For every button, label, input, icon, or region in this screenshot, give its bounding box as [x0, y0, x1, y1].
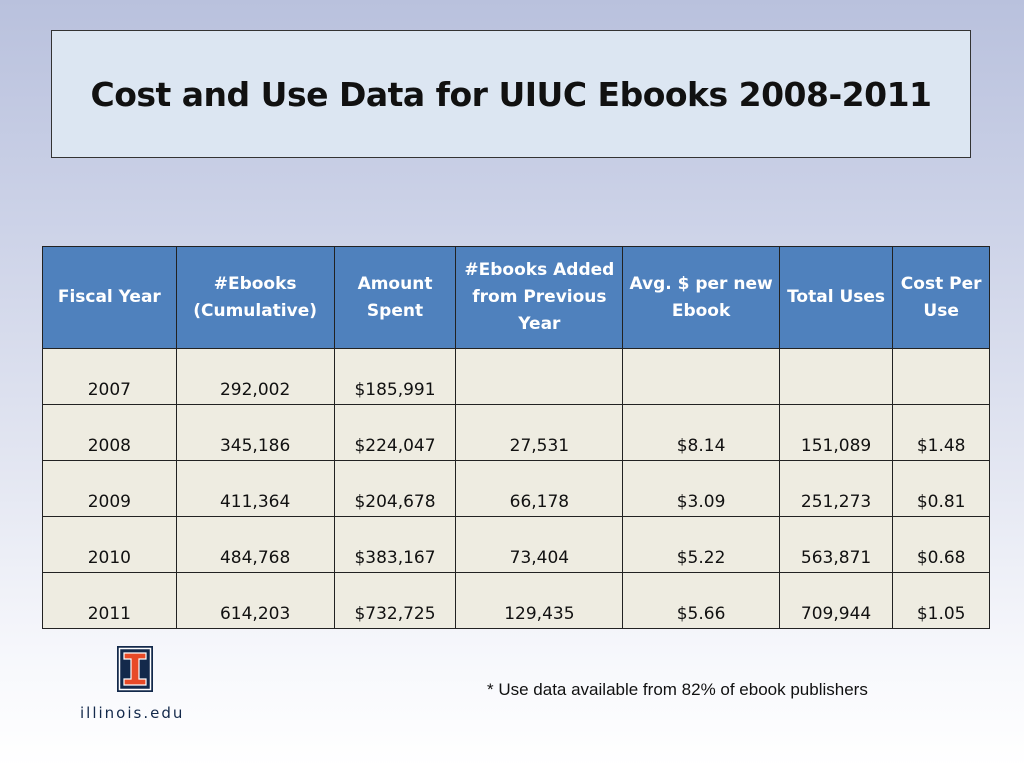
cell-cost-per-use: $1.48	[893, 405, 990, 461]
cell-ebooks-added: 66,178	[456, 461, 623, 517]
cell-ebooks-added: 129,435	[456, 573, 623, 629]
cell-ebooks-added: 73,404	[456, 517, 623, 573]
cell-ebooks: 484,768	[176, 517, 334, 573]
table-row	[43, 573, 990, 629]
footnote: * Use data available from 82% of ebook publishers	[487, 680, 868, 699]
header-added-line3: Year	[518, 314, 561, 334]
title-box	[51, 30, 971, 158]
illinois-logo	[80, 646, 190, 726]
cell-fiscal-year: 2011	[43, 573, 177, 629]
cell-amount-spent: $204,678	[334, 461, 456, 517]
table-header-row	[43, 247, 990, 349]
cell-amount-spent: $383,167	[334, 517, 456, 573]
illinois-block-i-icon	[117, 646, 153, 692]
cell-amount-spent: $224,047	[334, 405, 456, 461]
cell-total-uses: 251,273	[779, 461, 892, 517]
header-avg-per-ebook	[623, 247, 780, 349]
cost-use-table	[42, 246, 990, 629]
header-amount-line2: Spent	[366, 300, 424, 321]
header-ebooks-added	[456, 247, 623, 349]
header-ebooks-cumulative	[176, 247, 334, 349]
cell-total-uses: 709,944	[779, 573, 892, 629]
cell-fiscal-year: 2009	[43, 461, 177, 517]
cell-ebooks: 411,364	[176, 461, 334, 517]
cell-avg-per-ebook: $3.09	[623, 461, 780, 517]
cell-amount-spent: $732,725	[334, 573, 456, 629]
cell-total-uses: 563,871	[779, 517, 892, 573]
cell-fiscal-year: 2007	[43, 349, 177, 405]
header-avg-line1: Avg. $ per new	[629, 273, 773, 294]
table-row	[43, 517, 990, 573]
header-total-uses-label: Total Uses	[787, 287, 886, 307]
cell-cost-per-use	[893, 349, 990, 405]
cell-ebooks: 614,203	[176, 573, 334, 629]
table-row	[43, 405, 990, 461]
header-added-line1: #Ebooks Added	[464, 260, 615, 280]
cell-ebooks: 345,186	[176, 405, 334, 461]
cell-fiscal-year: 2010	[43, 517, 177, 573]
header-ebooks-line1: #Ebooks	[213, 273, 297, 294]
cell-cost-per-use: $0.68	[893, 517, 990, 573]
cell-cost-per-use: $1.05	[893, 573, 990, 629]
cell-ebooks: 292,002	[176, 349, 334, 405]
header-fiscal-year-label: Fiscal Year	[57, 287, 161, 307]
header-fiscal-year	[43, 247, 177, 349]
header-ebooks-line2: (Cumulative)	[193, 300, 318, 321]
cell-cost-per-use: $0.81	[893, 461, 990, 517]
cell-total-uses	[779, 349, 892, 405]
table-row	[43, 461, 990, 517]
table-row	[43, 349, 990, 405]
header-amount-line1: Amount	[357, 273, 433, 294]
cell-amount-spent: $185,991	[334, 349, 456, 405]
header-amount-spent	[334, 247, 456, 349]
cell-avg-per-ebook: $5.22	[623, 517, 780, 573]
header-cpu-line1: Cost Per	[900, 273, 982, 294]
cell-ebooks-added: 27,531	[456, 405, 623, 461]
header-cost-per-use	[893, 247, 990, 349]
cell-ebooks-added	[456, 349, 623, 405]
cell-avg-per-ebook: $8.14	[623, 405, 780, 461]
slide-title: Cost and Use Data for UIUC Ebooks 2008-2011	[90, 74, 932, 114]
cell-avg-per-ebook: $5.66	[623, 573, 780, 629]
header-total-uses	[779, 247, 892, 349]
header-added-line2: from Previous	[472, 287, 607, 307]
cell-total-uses: 151,089	[779, 405, 892, 461]
header-avg-line2: Ebook	[671, 300, 731, 321]
header-cpu-line2: Use	[923, 300, 959, 321]
cell-fiscal-year: 2008	[43, 405, 177, 461]
logo-text: illinois.edu	[80, 704, 185, 722]
cell-avg-per-ebook	[623, 349, 780, 405]
